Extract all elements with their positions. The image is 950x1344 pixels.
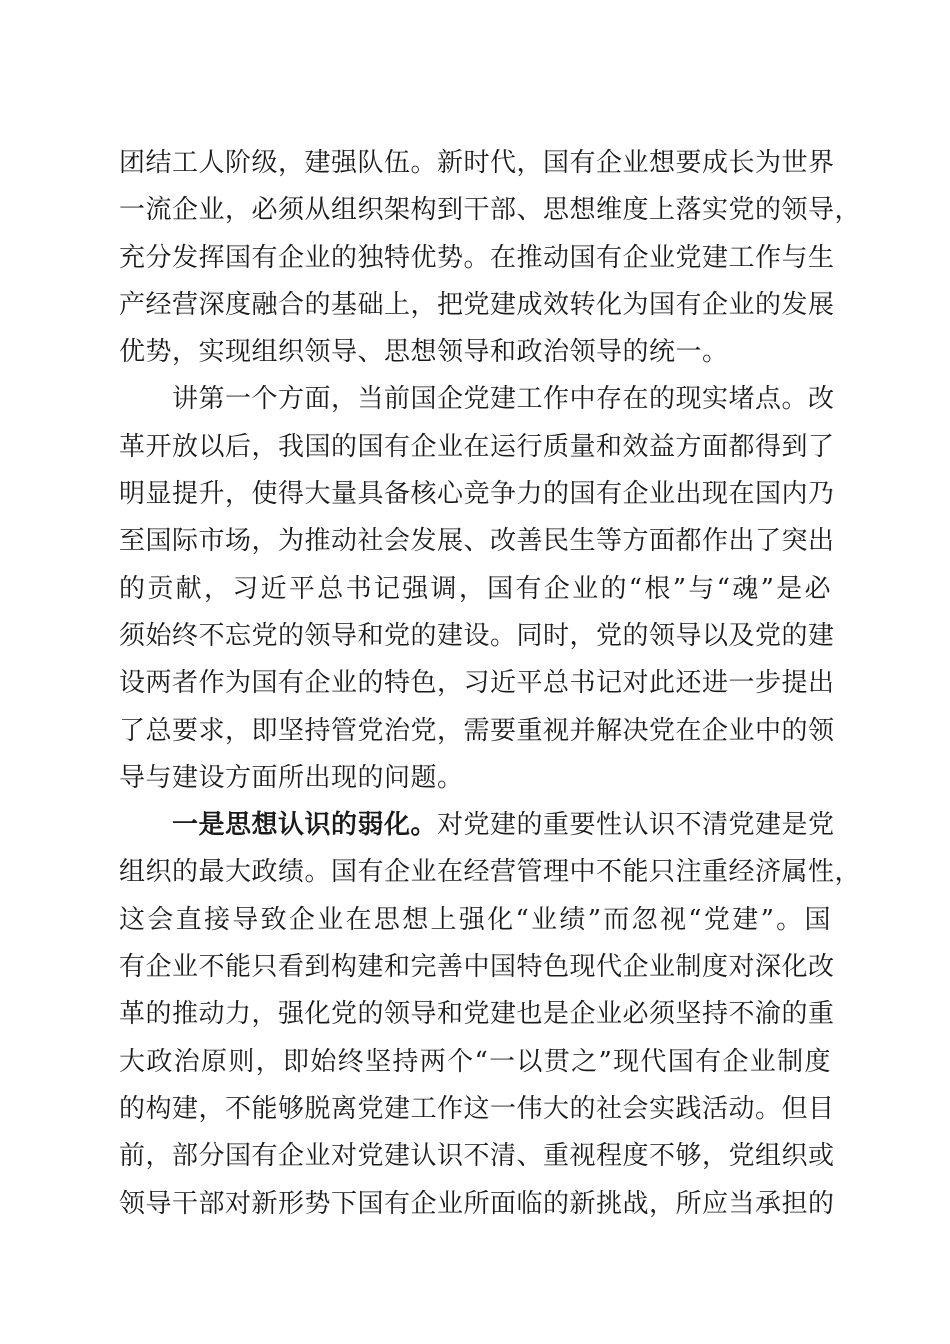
paragraph-3-line-2: 组织的最大政绩。国有企业在经营管理中不能只注重经济属性， <box>119 857 862 888</box>
paragraph-3-line-6: 大政治原则，即始终坚持两个“一以贯之”现代国有企业制度 <box>119 1046 831 1077</box>
paragraph-2-line-5: 的贡献，习近平总书记强调，国有企业的“根”与“魂”是必 <box>119 573 831 604</box>
paragraph-1-line-2: 一流企业，必须从组织架构到干部、思想维度上落实党的领导， <box>119 195 862 226</box>
paragraph-2-line-9: 导与建设方面所出现的问题。 <box>119 762 464 793</box>
paragraph-2-line-8: 了总要求，即坚持管党治党，需要重视并解决党在企业中的领 <box>119 715 835 746</box>
paragraph-2-line-3: 明显提升，使得大量具备核心竞争力的国有企业出现在国内乃 <box>119 479 835 510</box>
paragraph-3-line-7: 的构建，不能够脱离党建工作这一伟大的社会实践活动。但目 <box>119 1093 835 1124</box>
paragraph-3-line-1 <box>119 802 835 849</box>
paragraph-3-heading: 一是思想认识的弱化。 <box>172 810 438 841</box>
paragraph-1-line-5: 优势，实现组织领导、思想领导和政治领导的统一。 <box>119 337 729 368</box>
paragraph-3-line-1-rest: 对党建的重要性认识不清党建是党 <box>437 810 835 841</box>
paragraph-2-line-1: 讲第一个方面，当前国企党建工作中存在的现实堵点。改 <box>172 384 835 415</box>
paragraph-3-line-4: 有企业不能只看到构建和完善中国特色现代企业制度对深化改 <box>119 952 835 983</box>
paragraph-1-line-3: 充分发挥国有企业的独特优势。在推动国有企业党建工作与生 <box>119 242 835 273</box>
paragraph-1-line-4: 产经营深度融合的基础上，把党建成效转化为国有企业的发展 <box>119 289 835 320</box>
body-text <box>119 140 862 1228</box>
paragraph-3-line-8: 前，部分国有企业对党建认识不清、重视程度不够，党组织或 <box>119 1141 835 1172</box>
paragraph-2-line-2: 革开放以后，我国的国有企业在运行质量和效益方面都得到了 <box>119 431 835 462</box>
paragraph-2-line-6: 须始终不忘党的领导和党的建设。同时，党的领导以及党的建 <box>119 620 835 651</box>
paragraph-1-line-1: 团结工人阶级，建强队伍。新时代，国有企业想要成长为世界 <box>119 148 835 178</box>
paragraph-3-line-5: 革的推动力，强化党的领导和党建也是企业必须坚持不渝的重 <box>119 999 835 1030</box>
paragraph-3-line-3: 这会直接导致企业在思想上强化“业绩”而忽视“党建”。国 <box>119 904 831 935</box>
paragraph-2-line-7: 设两者作为国有企业的特色，习近平总书记对此还进一步提出 <box>119 668 835 699</box>
paragraph-3-line-9: 领导干部对新形势下国有企业所面临的新挑战，所应当承担的 <box>119 1188 835 1219</box>
paragraph-2-line-4: 至国际市场，为推动社会发展、改善民生等方面都作出了突出 <box>119 526 835 557</box>
